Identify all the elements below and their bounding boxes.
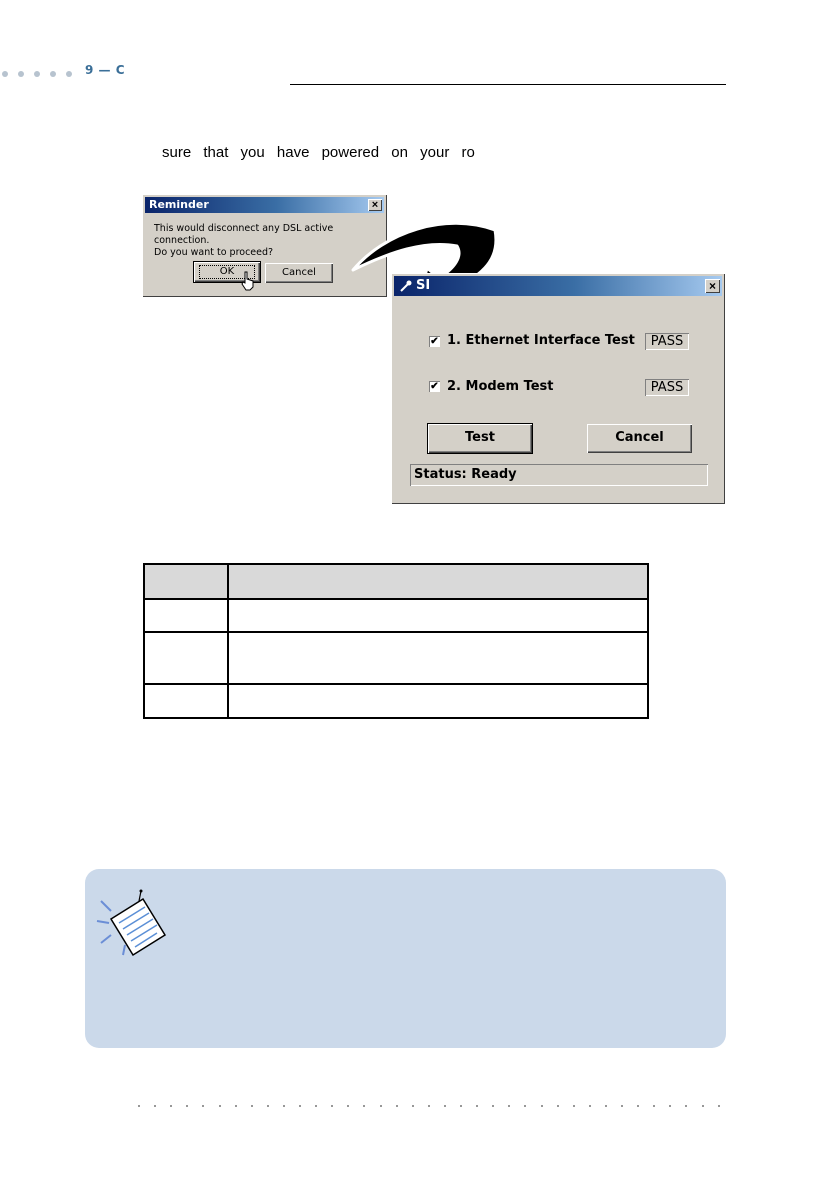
- note-paper-icon: [95, 889, 173, 961]
- footer-dot: [702, 1105, 704, 1107]
- close-icon[interactable]: ×: [705, 279, 720, 293]
- footer-dot: [299, 1105, 301, 1107]
- footer-dot: [428, 1105, 430, 1107]
- footer-dot: [380, 1105, 382, 1107]
- results-table: [143, 563, 649, 719]
- footer-dot: [283, 1105, 285, 1107]
- modem-test-checkbox[interactable]: ✔: [430, 381, 439, 392]
- footer-dot: [492, 1105, 494, 1107]
- table-border-right: [647, 563, 649, 719]
- table-border-top: [143, 563, 649, 565]
- table-border-bottom: [143, 717, 649, 719]
- footer-dot: [251, 1105, 253, 1107]
- footer-dot: [412, 1105, 414, 1107]
- footer-dot: [396, 1105, 398, 1107]
- footer-dot: [508, 1105, 510, 1107]
- modem-test-label: 2. Modem Test: [447, 379, 554, 394]
- intro-text: sure that you have powered on your ro: [162, 144, 475, 161]
- pointer-cursor-icon: [241, 271, 255, 291]
- footer-dot: [557, 1105, 559, 1107]
- footer-dot: [524, 1105, 526, 1107]
- footer-dot: [235, 1105, 237, 1107]
- footer-dot: [460, 1105, 462, 1107]
- ethernet-test-result: PASS: [645, 333, 689, 350]
- si-test-titlebar[interactable]: [394, 276, 722, 296]
- si-cancel-button[interactable]: Cancel: [587, 424, 692, 453]
- table-column-divider: [227, 563, 229, 719]
- footer-dot: [363, 1105, 365, 1107]
- table-header-row: [143, 563, 649, 599]
- footer-dot: [589, 1105, 591, 1107]
- reminder-message-line2: Do you want to proceed?: [154, 247, 274, 258]
- table-rule: [143, 598, 649, 600]
- footer-dot: [669, 1105, 671, 1107]
- footer-dot: [476, 1105, 478, 1107]
- footer-dot: [541, 1105, 543, 1107]
- footer-dot: [605, 1105, 607, 1107]
- ethernet-test-label: 1. Ethernet Interface Test: [447, 333, 635, 348]
- footer-dot: [202, 1105, 204, 1107]
- chapter-label: 9 — C: [85, 63, 126, 77]
- footer-dot: [138, 1105, 140, 1107]
- table-rule: [143, 683, 649, 685]
- close-icon[interactable]: ×: [368, 199, 382, 211]
- footer-dot: [621, 1105, 623, 1107]
- footer-dot: [170, 1105, 172, 1107]
- footer-dot: [267, 1105, 269, 1107]
- test-button[interactable]: Test: [428, 424, 532, 453]
- table-rule: [143, 631, 649, 633]
- si-test-dialog: [391, 273, 725, 504]
- footer-dot: [573, 1105, 575, 1107]
- footer-dot: [315, 1105, 317, 1107]
- footer-dot: [331, 1105, 333, 1107]
- footer-dot: [718, 1105, 720, 1107]
- reminder-message-line1: This would disconnect any DSL active connection.: [154, 223, 334, 246]
- header-rule: [290, 84, 726, 85]
- footer-dot: [685, 1105, 687, 1107]
- modem-test-result: PASS: [645, 379, 689, 396]
- footer-dot: [347, 1105, 349, 1107]
- ok-button-label: OK: [199, 265, 255, 279]
- footer-dot: [154, 1105, 156, 1107]
- footer-dot: [637, 1105, 639, 1107]
- ethernet-test-checkbox[interactable]: ✔: [430, 336, 439, 347]
- reminder-title: Reminder: [149, 198, 209, 211]
- footer-dot: [653, 1105, 655, 1107]
- status-bar: Status: Ready: [410, 464, 708, 486]
- table-border-left: [143, 563, 145, 719]
- reminder-cancel-button[interactable]: Cancel: [265, 263, 333, 283]
- footer-dot: [186, 1105, 188, 1107]
- footer-dot: [219, 1105, 221, 1107]
- note-box: [85, 869, 726, 1048]
- footer-dot: [444, 1105, 446, 1107]
- si-test-title: SI: [416, 278, 431, 293]
- tool-icon: [399, 279, 413, 293]
- reminder-titlebar[interactable]: [145, 197, 384, 213]
